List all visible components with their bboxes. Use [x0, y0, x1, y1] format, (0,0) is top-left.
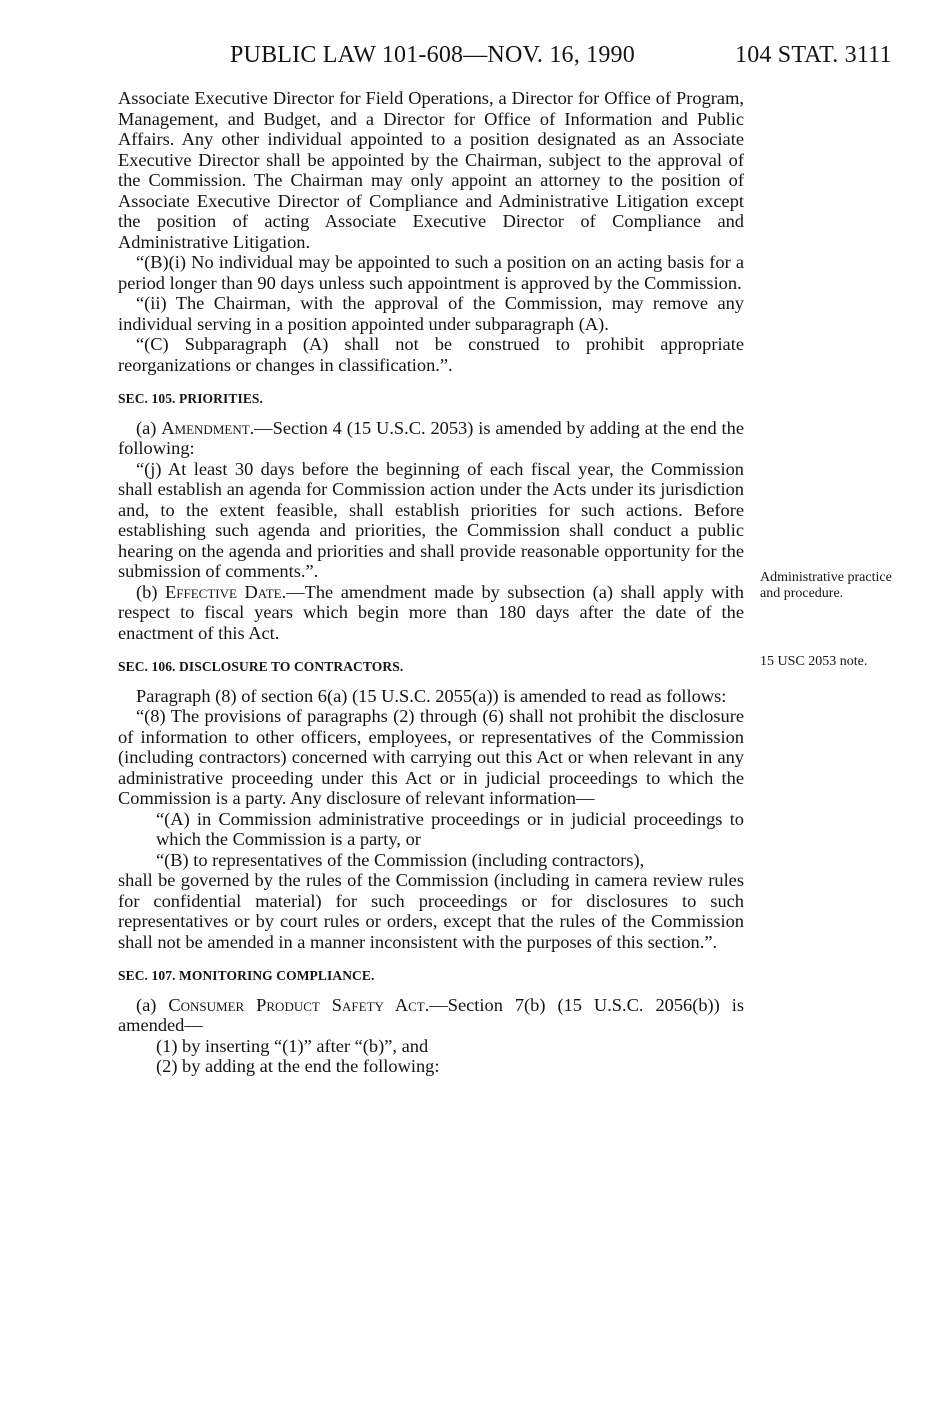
section-107-item-2: (2) by adding at the end the following: — [156, 1056, 440, 1076]
paragraph-continuation: Associate Executive Director for Field Operations, a Director for Office of Program, Management, and Budget, and a Director for Office of Information and Public Affairs. Any other individual appointed to a position designated as an Associate Executive Director shall be appointed by the Chairman, subject to the approval of the Commission. The Chairman may only appoint an attorney to the position of Associate Executive Director of Compliance and Administrative Litigation except the position of acting Associate Executive Director of Compliance and Administrative Litigation. — [118, 88, 744, 252]
section-105-subsection-a: (a) Amendment.—Section 4 (15 U.S.C. 2053) is amended by adding at the end the following: — [118, 417, 744, 458]
section-106-paragraph-8: “(8) The provisions of paragraphs (2) through (6) shall not prohibit the disclosure of information to other officers, employees, or representatives of the Commission (including contractors) concerned with carrying out this Act or when relevant in any administrative proceeding under this Act or in judicial proceedings to which the Commission is a party. Any disclosure of relevant information— — [118, 706, 744, 808]
section-107-subsection-a: (a) Consumer Product Safety Act.—Section 7(b) (15 U.S.C. 2056(b)) is amended— — [118, 994, 745, 1035]
section-106-item-b: “(B) to representatives of the Commission (including contractors), — [156, 849, 645, 870]
running-title: PUBLIC LAW 101-608—NOV. 16, 1990 — [230, 42, 635, 68]
law-text-body — [118, 88, 744, 1077]
margin-note-usc: 15 USC 2053 note. — [760, 654, 868, 669]
paragraph-b-i: “(B)(i) No individual may be appointed to such a position on an acting basis for a period longer than 90 days unless such appointment is approved by the Commission. — [118, 252, 744, 293]
section-105-heading: SEC. 105. PRIORITIES. — [118, 391, 264, 406]
section-107-heading: SEC. 107. MONITORING COMPLIANCE. — [118, 968, 375, 983]
section-106-intro: Paragraph (8) of section 6(a) (15 U.S.C. 2055(a)) is amended to read as follows: — [136, 685, 727, 706]
section-106-closing: shall be governed by the rules of the Commission (including in camera review rules for confidential material) for such proceedings or for disclosures to such representatives or by court rules or orders, except that the rules of the Commission shall not be amended in a manner inconsistent with the purposes of this section.”. — [118, 870, 744, 952]
page-header — [0, 42, 948, 76]
paragraph-c: “(C) Subparagraph (A) shall not be construed to prohibit appropriate reorganizations or changes in classification.”. — [118, 334, 744, 375]
section-107-item-1: (1) by inserting “(1)” after “(b)”, and — [156, 1035, 429, 1056]
stat-page-number: 104 STAT. 3111 — [735, 42, 892, 68]
section-106-item-a: “(A) in Commission administrative proceedings or in judicial proceedings to which the Commission is a party, or — [156, 808, 744, 849]
paragraph-ii: “(ii) The Chairman, with the approval of the Commission, may remove any individual serving in a position appointed under subparagraph (A). — [118, 293, 744, 334]
section-105-subsection-b: (b) Effective Date.—The amendment made by subsection (a) shall apply with respect to fiscal years which begin more than 180 days after the date of the enactment of this Act. — [118, 581, 744, 643]
section-106-heading: SEC. 106. DISCLOSURE TO CONTRACTORS. — [118, 659, 404, 674]
margin-note-administrative: Administrative practice and procedure. — [760, 570, 892, 601]
section-105-paragraph-j: “(j) At least 30 days before the beginning of each fiscal year, the Commission shall establish an agenda for Commission action under the Acts under its jurisdiction and, to the extent feasible, shall establish priorities for such actions. Before establishing such agenda and priorities, the Commission shall conduct a public hearing on the agenda and priorities and shall provide reasonable opportunity for the submission of comments.”. — [118, 458, 744, 581]
